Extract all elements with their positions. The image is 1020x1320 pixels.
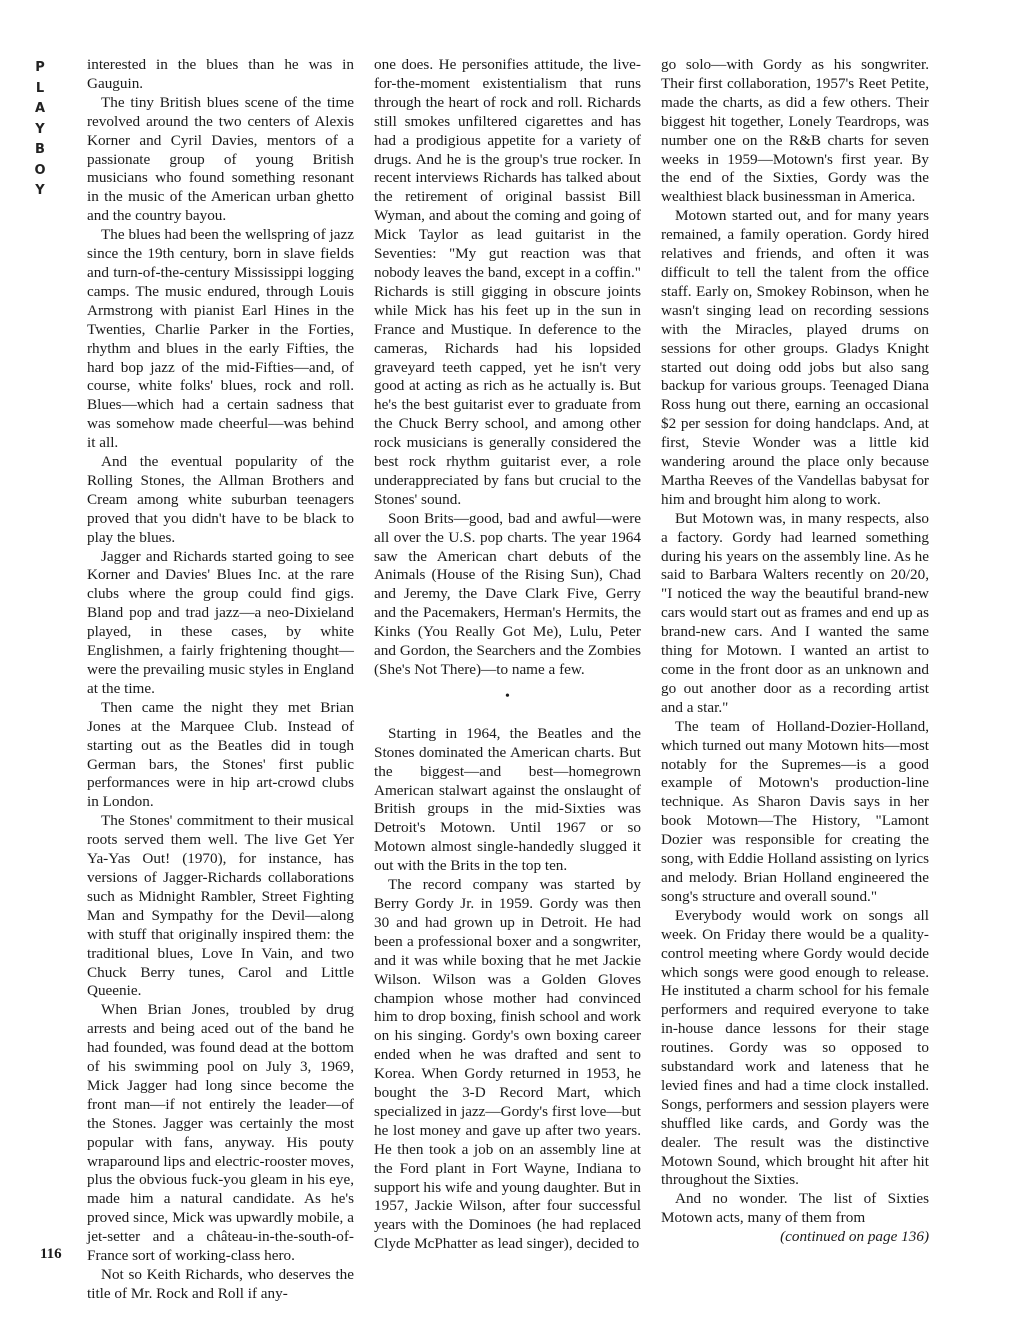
paragraph: The tiny British blues scene of the time revolved around the two centers of Alexis Korner and Cyril Davies, mentors of a passionate group of young British musicians who found something resonant in the music of the American urban ghetto and the country bayou. <box>87 93 354 225</box>
paragraph: But Motown was, in many respects, also a factory. Gordy had learned something during his years on the assembly line. As he said to Barbara Walters recently on 20/20, "I noticed the way the beautiful brand-new cars would start out as frames and end up as brand-new cars. And I wanted the same thing for Motown. I wanted an artist to come in the front door as an unknown and go out another door as a recording artist and a star." <box>661 509 929 716</box>
paragraph: Starting in 1964, the Beatles and the Stones dominated the American charts. But the biggest—and best—homegrown American stalwart against the onslaught of British groups in the mid-Sixties was Detroit's Motown. Until 1967 or so Motown almost single-handedly slugged it out with the Brits in the top ten. <box>374 724 641 875</box>
paragraph: Not so Keith Richards, who deserves the title of Mr. Rock and Roll if any- <box>87 1266 354 1302</box>
masthead-letter: L <box>35 80 45 96</box>
article-column-3 <box>661 56 929 1247</box>
paragraph: Jagger and Richards started going to see Korner and Davies' Blues Inc. at the rare clubs where the group could find gigs. Bland pop and trad jazz—a neo-Dixieland played, in these cases, by white Englishmen, a fairly frightening thought—were the prevailing music styles in England at the time. <box>87 547 354 697</box>
masthead-letter: O <box>34 162 46 178</box>
paragraph: The team of Holland-Dozier-Holland, which turned out many Motown hits—most notably for the Supremes—is a good example of Motown's production-line technique. As Sharon Davis says in her book Motown—The History, "Lamont Dozier was responsible for creating the song, with Eddie Holland assisting on lyrics and melody. Brian Holland engineered the song's structure and overall sound." <box>661 717 929 905</box>
paragraph: The Stones' commitment to their musical roots served them well. The live Get Yer Ya-Yas Out! (1970), for instance, has versions of Jagger-Richards collaborations such as Midnight Rambler, Street Fighting Man and Sympathy for the Devil—along with stuff that originally inspired them: the traditional blues, Love In Vain, and two Chuck Berry tunes, Carol and Little Queenie. <box>87 812 354 1000</box>
masthead-letter: Y <box>35 121 45 137</box>
paragraph: And the eventual popularity of the Rolling Stones, the Allman Brothers and Cream among white suburban teenagers proved that you didn't have to be black to play the blues. <box>87 453 354 546</box>
page-number: 116 <box>40 1246 62 1262</box>
masthead-letter: A <box>34 101 46 116</box>
paragraph: Soon Brits—good, bad and awful—were all over the U.S. pop charts. The year 1964 saw the American chart debuts of the Animals (House of the Rising Sun), Chad and Jeremy, the Dave Clark Five, Gerry and the Pacemakers, Herman's Hermits, the Kinks (You Really Got Me), Lulu, Peter and Gordon, the Searchers and the Zombies (She's Not There)—to name a few. <box>374 509 641 678</box>
paragraph: The blues had been the wellspring of jazz since the 19th century, born in slave fields and turn-of-the-century Mississippi logging camps. The music endured, through Louis Armstrong with pianist Earl Hines in the Twenties, Charlie Parker in the Forties, rhythm and blues in the early Fifties, the hard bop jazz of the mid-Fifties—and, of course, white folks' blues, rock and roll. Blues—which had a certain sadness that was somehow made cheerful—was behind it all. <box>87 226 354 452</box>
article-column-1 <box>87 56 354 1304</box>
masthead-letter: P <box>35 60 45 75</box>
paragraph: go solo—with Gordy as his songwriter. Their first collaboration, 1957's Reet Petite, made the charts, as did a few others. Their biggest hit together, Lonely Teardrops, was number one on the R&B charts for seven weeks in 1959—Motown's first year. By the end of the Sixties, Gordy was the wealthiest black businessman in America. <box>661 56 929 206</box>
paragraph: one does. He personifies attitude, the live-for-the-moment existentialism that runs through the heart of rock and roll. Richards still smokes unfiltered cigarettes and has had a prodigious appetite for a variety of drugs. And he is the group's true rocker. In recent interviews Richards has talked about the retirement of original bassist Bill Wyman, and about the coming and going of Mick Taylor as lead guitarist in the Seventies: "My gut reaction was that nobody leaves the band, except in a coffin." Richards is still gigging in obscure joints while Mick has his feet up in the sun in France and Mustique. In deference to the cameras, Richards had his lopsided graveyard teeth capped, yet he isn't very good at acting as rich as he actually is. But he's the best guitarist ever to graduate from the Chuck Berry school, and among other rock musicians is generally considered the best rock rhythm guitarist ever, a role underappreciated by fans but crucial to the Stones' sound. <box>374 56 641 508</box>
masthead-letter: Y <box>35 183 45 198</box>
article-column-2 <box>374 56 641 1254</box>
paragraph: And no wonder. The list of Sixties Motown acts, many of them from <box>661 1190 929 1227</box>
paragraph: Motown started out, and for many years remained, a family operation. Gordy hired relatives and friends, and often it was difficult to tell the talent from the office staff. Early on, Smokey Robinson, when he wasn't singing lead on recording sessions with the Miracles, played drums on sessions for other groups. Gladys Knight started out doing odd jobs but also sang backup for various groups. Teenaged Diana Ross hung out there, earning an occasional $2 per session for doing handclaps. And, at first, Stevie Wonder was a little kid wandering around the place only because Martha Reeves of the Vandellas babysat for him and brought him along to work. <box>661 207 929 508</box>
paragraph: interested in the blues than he was in Gauguin. <box>87 56 354 92</box>
paragraph: When Brian Jones, troubled by drug arrests and being aced out of the band he had founded, was found dead at the bottom of his swimming pool on July 3, 1969, Mick Jagger had long since become the front man—if not entirely the leader—of the Stones. Jagger was certainly the most popular with fans, anyway. His pouty wraparound lips and electric-rooster moves, plus the obvious fuck-you gleam in his eye, made him a natural candidate. As he's proved since, Mick was upwardly mobile, a jet-setter and a château-in-the-south-of-France sort of working-class hero. <box>87 1001 354 1265</box>
continued-on-page-note: (continued on page 136) <box>780 1228 929 1246</box>
paragraph: Then came the night they met Brian Jones at the Marquee Club. Instead of starting out as the Beatles did in tough German bars, the Stones' first public performances were in hip art-crowd clubs in London. <box>87 698 354 811</box>
masthead-letter: B <box>35 142 45 157</box>
section-break-bullet: • <box>505 688 510 704</box>
paragraph: Everybody would work on songs all week. On Friday there would be a quality-control meeting where Gordy would decide which songs were good enough to release. He instituted a charm school for his female performers and required everyone to take in-house dance lessons for their stage routines. Gordy was so opposed to substandard work and lateness that he levied fines and had a time clock installed. Songs, performers and session players were shuffled like cards, and Gordy was the dealer. The result was the distinctive Motown Sound, which brought hit after hit throughout the Sixties. <box>661 906 929 1189</box>
magazine-masthead <box>28 58 52 202</box>
paragraph: The record company was started by Berry Gordy Jr. in 1959. Gordy was then 30 and had grown up in Detroit. He had been a professional boxer and a songwriter, and it was while boxing that he met Jackie Wilson. Wilson was a Golden Gloves champion whose mother had convinced him to drop boxing, finish school and work on his singing. Gordy's own boxing career ended when he was drafted and sent to Korea. When Gordy returned in 1953, he bought the 3-D Record Mart, which specialized in jazz—Gordy's first love—but he lost money and gave up after two years. He then took a job on an assembly line at the Ford plant in Fort Wayne, Indiana to support his wife and young daughter. But in 1957, Jackie Wilson, after four successful years with the Dominoes (he had replaced Clyde McPhatter as lead singer), decided to <box>374 876 641 1253</box>
